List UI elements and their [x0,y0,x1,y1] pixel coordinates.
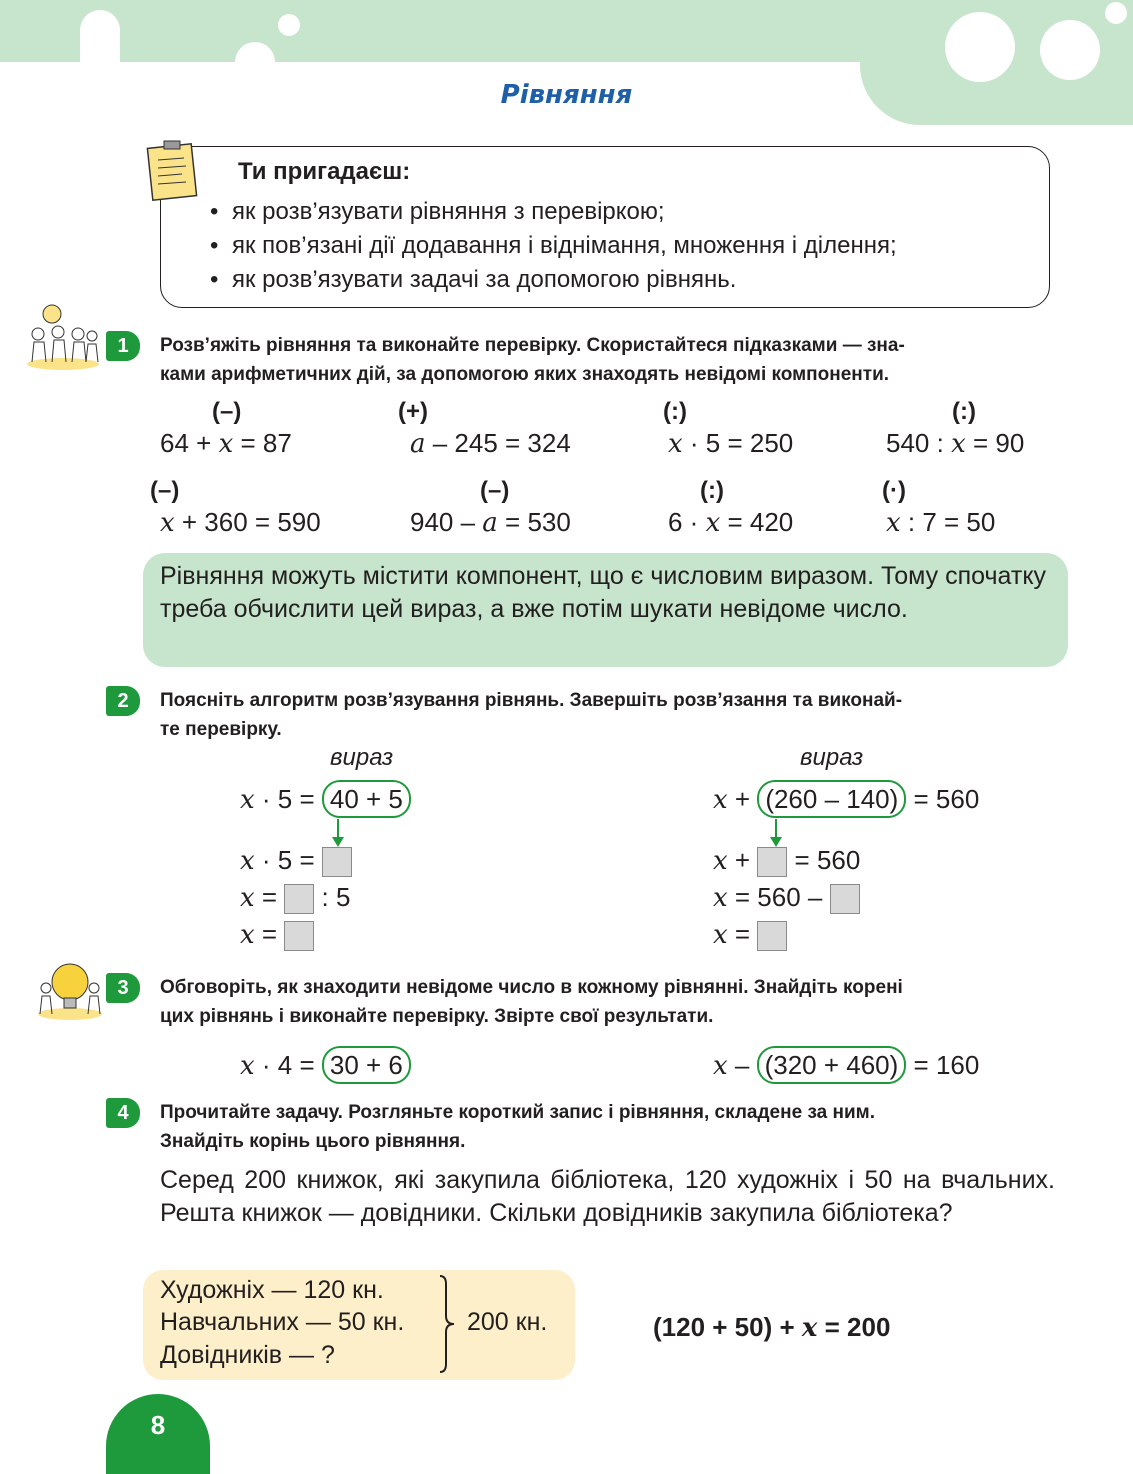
equation: x = 560 – [713,882,860,914]
header-bubble [235,42,275,82]
header-bubble [945,12,1015,82]
expression-oval: (260 – 140) [757,780,906,818]
hint-sign: (+) [398,398,428,425]
task-number: 2 [106,686,140,716]
answer-box[interactable] [284,921,314,951]
equation: x – (320 + 460) = 160 [713,1046,979,1084]
curly-brace [436,1274,458,1374]
equation: a – 245 = 324 [410,428,571,459]
page-title: Рівняння [500,80,633,110]
reminder-bullet: • як розв’язувати рівняння з перевіркою; [210,198,665,225]
answer-box[interactable] [757,847,787,877]
task-number: 4 [106,1098,140,1128]
equation: x · 4 = 30 + 6 [240,1046,411,1084]
header-bubble [1105,2,1127,24]
reminder-title: Ти пригадаєш: [238,158,411,185]
hint-sign: (:) [663,398,687,425]
equation: x + (260 – 140) = 560 [713,780,979,818]
hint-sign: (–) [480,477,510,504]
equation: x + 360 = 590 [160,507,321,538]
task-number: 3 [106,973,140,1003]
task-instruction: Обговоріть, як знаходити невідоме число в кожному рівнянні. Знайдіть корені [160,977,903,998]
expression-label: вираз [330,744,394,771]
hint-sign: (:) [700,477,724,504]
task-instruction: цих рівнянь і виконайте перевірку. Звірте свої результати. [160,1006,714,1027]
equation: 6 · x = 420 [668,507,794,538]
task-number: 1 [106,331,140,361]
short-record-line: Художніх — 120 кн. [160,1276,384,1304]
page-number: 8 [150,1410,166,1440]
reminder-bullet: • як пов’язані дії додавання і віднімання, множення і ділення; [210,232,897,259]
equation: x · 5 = [240,845,352,877]
header-bubble [278,14,300,36]
equation: 540 : x = 90 [886,428,1025,459]
equation: x = [240,919,314,951]
problem-text: Серед 200 книжок, які закупила бібліотека, 120 художніх і 50 на вчальних. Решта книжок — довідники. Скільки довідників закупила бібліотека? [160,1166,1055,1227]
equation: x · 5 = 250 [668,428,794,459]
short-record-line: Довідників — ? [160,1341,335,1369]
equation: x + = 560 [713,845,861,876]
answer-box[interactable] [322,847,352,877]
arrow-line [337,819,339,839]
answer-box[interactable] [830,884,860,914]
expression-oval: (320 + 460) [757,1046,907,1084]
task-instruction: Прочитайте задачу. Розгляньте короткий запис і рівняння, складене за ним. [160,1102,875,1123]
hint-sign: (–) [150,477,180,504]
group-work-icon [22,300,104,372]
expression-label: вираз [800,744,864,771]
hint-sign: (·) [882,477,906,504]
task-instruction: Знайдіть корінь цього рівняння. [160,1131,466,1152]
note-text: Рівняння можуть містити компонент, що є числовим виразом. Тому спочатку треба обчислити цей вираз, а вже потім шукати невідоме число. [160,562,1047,623]
equation: x · 5 = 40 + 5 [240,780,411,818]
task-instruction: Розв’яжіть рівняння та виконайте перевірку. Скористайтеся підказками — зна- [160,335,905,356]
expression-oval: 40 + 5 [322,780,411,818]
short-record-total: 200 кн. [467,1308,548,1336]
task4-equation: (120 + 50) + x = 200 [653,1312,891,1343]
task-instruction: Поясніть алгоритм розв’язування рівнянь. Завершіть розв’язання та виконай- [160,690,903,711]
header-bubble [1040,20,1100,80]
equation: 940 – a = 530 [410,507,571,538]
equation: x : 7 = 50 [886,507,996,538]
answer-box[interactable] [284,884,314,914]
equation: 64 + x = 87 [160,428,292,459]
answer-box[interactable] [757,921,787,951]
note-icon [140,138,202,206]
short-record-line: Навчальних — 50 кн. [160,1308,405,1336]
expression-oval: 30 + 6 [322,1046,411,1084]
hint-sign: (:) [952,398,976,425]
reminder-bullet: • як розв’язувати задачі за допомогою рівнянь. [210,266,737,293]
arrow-line [775,819,777,839]
hint-sign: (–) [212,398,242,425]
equation: x = [713,919,787,951]
task-instruction: те перевірку. [160,719,282,740]
lightbulb-icon [34,958,106,1022]
equation: x = : 5 [240,882,351,913]
header-bubble [80,10,120,62]
task-instruction: ками арифметичних дій, за допомогою яких знаходять невідомі компоненти. [160,364,890,385]
